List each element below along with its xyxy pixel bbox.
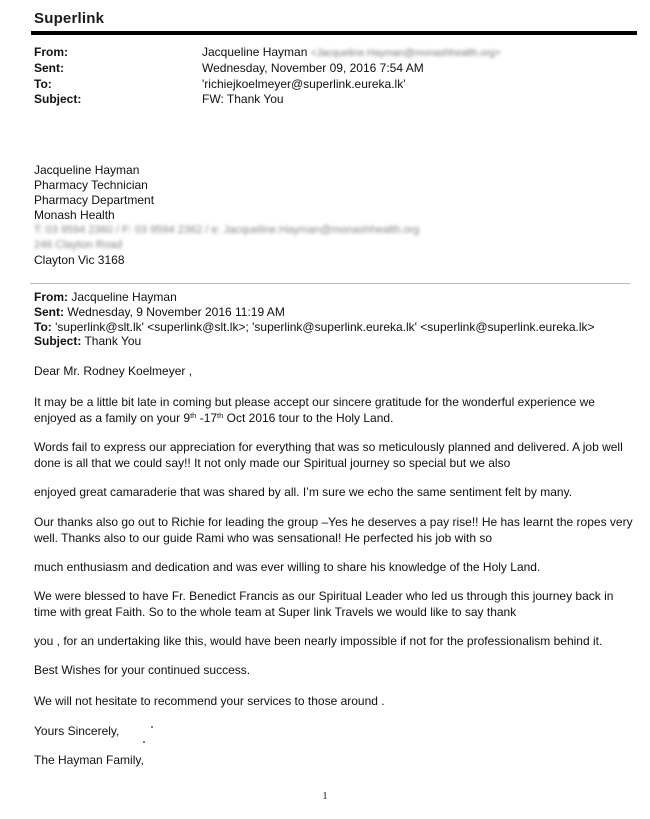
p1-sup-1: th <box>190 411 197 420</box>
forwarded-subject-label: Subject: <box>34 334 82 348</box>
forwarded-from-label: From: <box>34 290 68 304</box>
signature-street-redacted: 246 Clayton Road <box>34 239 123 251</box>
letter-paragraph-2: Words fail to express our appreciation for everything that was so meticulously planned and delivered. A job well done is all that we could say!! It not only made our Spiritual journey so special but we also <box>34 440 623 470</box>
sent-label: Sent: <box>34 61 64 75</box>
letter-paragraph-3: enjoyed great camaraderie that was shared by all. I’m sure we echo the same sentiment felt by many. <box>34 485 573 499</box>
letter-paragraph-5: much enthusiasm and dedication and was ever willing to share his knowledge of the Holy Land. <box>34 560 541 574</box>
forwarded-from-value: Jacqueline Hayman <box>71 290 177 304</box>
forwarded-subject-row <box>34 334 141 349</box>
p1-text-c: Oct 2016 tour to the Holy Land. <box>223 411 394 425</box>
forwarded-sent-value: Wednesday, 9 November 2016 11:19 AM <box>67 305 285 319</box>
letter-paragraph-6: We were blessed to have Fr. Benedict Francis as our Spiritual Leader who led us through this journey back in time with great Faith. So to the whole team at Super link Travels we would like to say thank <box>34 589 614 619</box>
scan-speck <box>143 741 145 743</box>
header-rule <box>31 31 637 35</box>
to-label: To: <box>34 77 52 91</box>
forwarded-from-row <box>34 290 177 305</box>
p1-sup-2: th <box>217 411 224 420</box>
brand-title: Superlink <box>34 10 105 27</box>
forwarded-to-row <box>34 320 595 335</box>
signature-city: Clayton Vic 3168 <box>34 253 125 267</box>
forwarded-subject-value: Thank You <box>84 334 142 348</box>
letter-signoff: The Hayman Family, <box>34 753 144 767</box>
from-name: Jacqueline Hayman <box>202 45 308 59</box>
subject-label: Subject: <box>34 92 82 106</box>
scan-speck <box>151 726 153 728</box>
subject-value: FW: Thank You <box>202 92 284 106</box>
from-value <box>202 45 500 61</box>
forward-divider <box>30 283 630 284</box>
forwarded-sent-label: Sent: <box>34 305 64 319</box>
letter-closing: Yours Sincerely, <box>34 724 120 738</box>
from-label: From: <box>34 45 68 59</box>
signature-department: Pharmacy Department <box>34 193 155 207</box>
forwarded-to-label: To: <box>34 320 52 334</box>
letter-paragraph-4: Our thanks also go out to Richie for leading the group –Yes he deserves a pay rise!! He has learnt the ropes very well. Thanks also to our guide Rami who was sensational! He perfected his job with so <box>34 515 633 545</box>
p1-text-a: It may be a little bit late in coming but please accept our sincere gratitude for the wonderful experience we enjoyed as a family on your 9 <box>34 395 595 425</box>
letter-paragraph-7: you , for an undertaking like this, would have been nearly impossible if not for the professionalism behind it. <box>34 634 603 648</box>
signature-organisation: Monash Health <box>34 208 115 222</box>
letter-paragraph-8: Best Wishes for your continued success. <box>34 663 251 677</box>
letter-paragraph-9: We will not hesitate to recommend your services to those around . <box>34 694 385 708</box>
forwarded-sent-row <box>34 305 285 320</box>
forwarded-to-value: 'superlink@slt.lk' <superlink@slt.lk>; 'superlink@superlink.eureka.lk' <superlink@superlink.eureka.lk> <box>55 320 595 334</box>
from-email-redacted: <Jacqueline.Hayman@monashhealth.org> <box>310 48 501 59</box>
page-number: 1 <box>322 791 328 802</box>
letter-paragraph-1 <box>34 394 634 426</box>
signature-contact-redacted: T: 03 9594 2360 / F: 03 9594 2362 / e: Jacqueline.Hayman@monashhealth.org <box>34 224 420 236</box>
signature-title: Pharmacy Technician <box>34 178 148 192</box>
signature-name: Jacqueline Hayman <box>34 163 140 177</box>
sent-value: Wednesday, November 09, 2016 7:54 AM <box>202 61 424 75</box>
p1-text-b: -17 <box>196 411 218 425</box>
to-value: 'richiejkoelmeyer@superlink.eureka.lk' <box>202 77 406 91</box>
letter-greeting: Dear Mr. Rodney Koelmeyer , <box>34 364 193 378</box>
